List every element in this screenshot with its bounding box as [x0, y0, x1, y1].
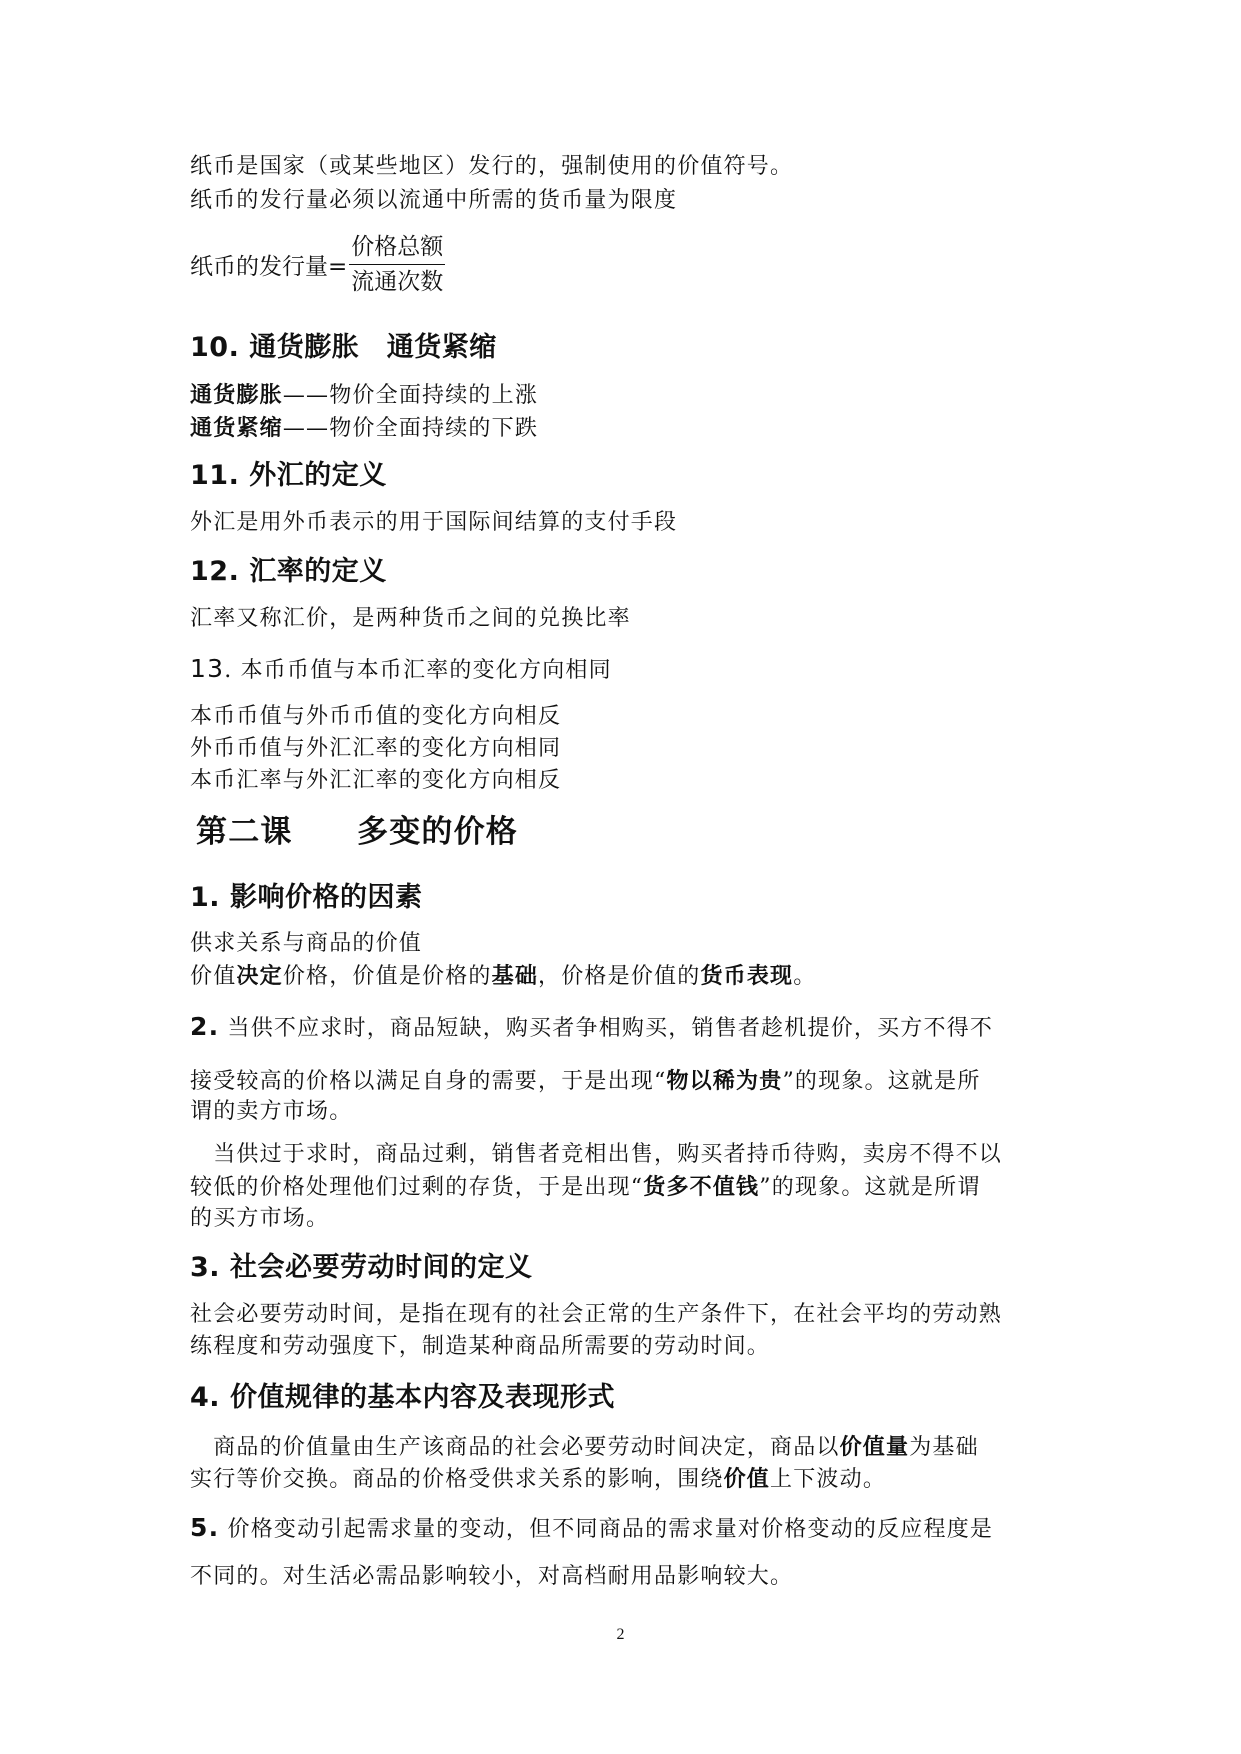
- p1-bold-money-expression: 货币表现: [700, 963, 794, 989]
- p5-number: 5.: [190, 1513, 220, 1542]
- p4-text-1c: 为基础: [909, 1435, 979, 1460]
- p1-heading: 1. 影响价格的因素: [190, 882, 423, 913]
- p3-line-1: 社会必要劳动时间，是指在现有的社会正常的生产条件下，在社会平均的劳动熟: [190, 1302, 1003, 1327]
- p2-bold-plenty-cheap: 货多不值钱: [643, 1174, 760, 1200]
- s13-line-3: 本币汇率与外汇汇率的变化方向相反: [190, 768, 562, 793]
- s10-line-2: [190, 413, 538, 444]
- formula-fraction: [349, 233, 445, 296]
- s13-text: . 本币币值与本币汇率的变化方向相同: [224, 658, 612, 683]
- p1-line-1: 供求关系与商品的价值: [190, 931, 423, 956]
- p3-line-2: 练程度和劳动强度下，制造某种商品所需要的劳动时间。: [190, 1334, 771, 1359]
- s13-line-main: [190, 654, 612, 686]
- p1-text-e: ，价格是价值的: [538, 964, 701, 989]
- p4-bold-value: 价值: [723, 1466, 771, 1492]
- p1-text-g: 。: [793, 964, 817, 989]
- p2-text-2c: ”的现象。这就是所: [782, 1069, 981, 1094]
- issuance-formula: [190, 228, 445, 300]
- p4-text-2c: 上下波动。: [770, 1467, 887, 1492]
- p1-text-c: 价格，价值是价格的: [282, 964, 492, 989]
- p2-line-1: [190, 1012, 993, 1044]
- s10-text-1: ——物价全面持续的上涨: [282, 383, 539, 408]
- s10-term-1: 通货膨胀: [190, 382, 283, 408]
- p2-text-1: 当供不应求时，商品短缺，购买者争相购买，销售者趁机提价，买方不得不: [219, 1016, 994, 1041]
- intro-line-2: 纸币的发行量必须以流通中所需的货币量为限度: [190, 188, 678, 213]
- s10-line-1: [190, 380, 538, 411]
- s13-line-1: 本币币值与外币币值的变化方向相反: [190, 704, 562, 729]
- s10-term-2: 通货紧缩: [190, 415, 283, 441]
- p1-bold-decides: 决定: [236, 963, 283, 989]
- section-11-heading: 11. 外汇的定义: [190, 460, 387, 491]
- p4-bold-value-amount: 价值量: [839, 1434, 910, 1460]
- lesson-2-heading: 第二课 多变的价格: [196, 814, 518, 850]
- p4-text-1a: 商品的价值量由生产该商品的社会必要劳动时间决定，商品以: [190, 1435, 840, 1460]
- intro-line-1: 纸币是国家（或某些地区）发行的，强制使用的价值符号。: [190, 154, 794, 179]
- p2-text-2a: 接受较高的价格以满足自身的需要，于是出现“: [190, 1069, 667, 1094]
- p2-line-3: 谓的卖方市场。: [190, 1099, 353, 1124]
- s12-text: 汇率又称汇价，是两种货币之间的兑换比率: [190, 606, 631, 631]
- p2-bold-scarce-valuable: 物以稀为贵: [666, 1068, 783, 1094]
- p2-text-5a: 较低的价格处理他们过剩的存货，于是出现“: [190, 1175, 644, 1200]
- page-number: 2: [616, 1626, 625, 1643]
- p4-heading: 4. 价值规律的基本内容及表现形式: [190, 1382, 615, 1413]
- formula-numerator: 价格总额: [351, 233, 444, 260]
- p2-line-5: [190, 1172, 981, 1203]
- p1-text-a: 价值: [190, 964, 237, 989]
- formula-lhs: 纸币的发行量=: [190, 253, 348, 280]
- p1-line-2: [190, 961, 816, 992]
- p3-heading: 3. 社会必要劳动时间的定义: [190, 1252, 533, 1283]
- s13-number: 13: [190, 654, 225, 683]
- p4-text-2a: 实行等价交换。商品的价格受供求关系的影响，围绕: [190, 1467, 724, 1492]
- p2-text-5c: ”的现象。这就是所谓: [759, 1175, 981, 1200]
- p2-line-4: 当供过于求时，商品过剩，销售者竞相出售，购买者持币待购，卖房不得不以: [190, 1142, 1003, 1167]
- s11-text: 外汇是用外币表示的用于国际间结算的支付手段: [190, 510, 678, 535]
- p5-line-1: [190, 1513, 993, 1545]
- formula-denominator: 流通次数: [351, 268, 444, 295]
- p2-line-2: [190, 1066, 981, 1097]
- p2-number: 2.: [190, 1012, 220, 1041]
- p5-text-1: 价格变动引起需求量的变动，但不同商品的需求量对价格变动的反应程度是: [219, 1517, 994, 1542]
- s13-line-2: 外币币值与外汇汇率的变化方向相同: [190, 736, 562, 761]
- section-10-heading: 10. 通货膨胀 通货紧缩: [190, 332, 497, 363]
- section-12-heading: 12. 汇率的定义: [190, 556, 387, 587]
- s10-text-2: ——物价全面持续的下跌: [282, 416, 539, 441]
- p1-bold-basis: 基础: [491, 963, 539, 989]
- p2-line-6: 的买方市场。: [190, 1206, 330, 1231]
- p5-line-2: 不同的。对生活必需品影响较小，对高档耐用品影响较大。: [190, 1564, 794, 1589]
- p4-line-2: [190, 1464, 886, 1495]
- p4-line-1: [190, 1432, 979, 1463]
